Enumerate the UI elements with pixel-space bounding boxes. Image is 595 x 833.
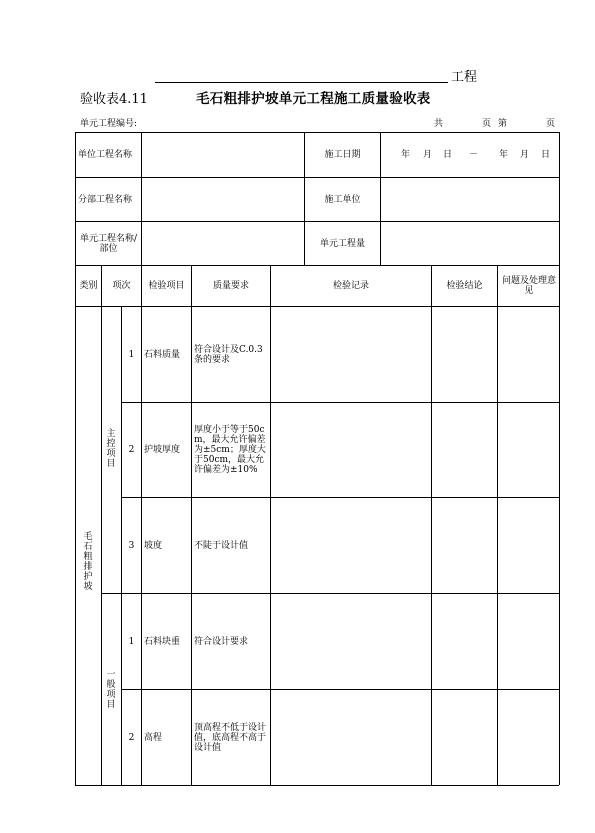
- row-3-handling[interactable]: [498, 498, 559, 593]
- row-3-no: 3: [128, 540, 135, 551]
- row-1-no: 1: [128, 349, 135, 360]
- date-year-1: 年: [401, 150, 411, 160]
- row-4-handling[interactable]: [498, 594, 559, 689]
- col-quality-req: 质量要求: [212, 281, 249, 291]
- row-3-conclusion[interactable]: [432, 498, 497, 593]
- row-4-no: 1: [128, 636, 135, 647]
- unit-project-name-label: 单位工程名称: [78, 150, 133, 160]
- row-2-item: 护坡厚度: [144, 445, 181, 455]
- element-quantity-label: 单元工程量: [319, 238, 365, 249]
- col-item-no: 项次: [112, 281, 131, 291]
- row-5-conclusion[interactable]: [432, 690, 497, 785]
- sub-project-name-value[interactable]: [142, 178, 303, 221]
- project-name-line: [155, 82, 448, 83]
- row-2-req: 厚度小于等于50cm，最大允许偏差为±5cm；厚度大于50cm，最大允许偏差为±10%: [194, 425, 266, 475]
- row-2-no: 2: [128, 445, 135, 455]
- construction-date-value[interactable]: [381, 133, 559, 177]
- row-1-record[interactable]: [271, 307, 431, 402]
- element-quantity-value[interactable]: [381, 222, 559, 265]
- row-2-conclusion[interactable]: [432, 403, 497, 497]
- row-2-handling[interactable]: [498, 403, 559, 497]
- row-3-record[interactable]: [271, 498, 431, 593]
- col-inspect-conclusion: 检验结论: [446, 281, 483, 291]
- construction-unit-label: 施工单位: [324, 194, 361, 205]
- row-1-handling[interactable]: [498, 307, 559, 402]
- row-1-item: 石料质量: [144, 349, 181, 360]
- col-category: 类别: [79, 281, 98, 291]
- project-suffix: 工程: [451, 70, 478, 85]
- page-label: 页: [482, 119, 492, 129]
- row-4-record[interactable]: [271, 594, 431, 689]
- row-5-no: 2: [128, 732, 135, 743]
- row-5-req: 顶高程不低于设计值，底高程不高于设计值: [194, 722, 267, 753]
- page-label-2: 页: [546, 119, 556, 129]
- construction-unit-value[interactable]: [381, 178, 559, 221]
- row-5-record[interactable]: [271, 690, 431, 785]
- col-issue-handling: 问题及处理意见: [501, 276, 556, 296]
- date-year-2: 年: [499, 150, 509, 160]
- element-project-name-label: 单元工程名称/部位: [79, 233, 138, 254]
- col-inspect-record: 检验记录: [332, 281, 369, 291]
- element-project-name-value[interactable]: [142, 222, 303, 265]
- row-4-item: 石料块重: [144, 636, 181, 647]
- row-5-item: 高程: [144, 732, 163, 743]
- di-label: 第: [498, 119, 508, 129]
- unit-project-name-value[interactable]: [142, 133, 303, 177]
- date-dash: －: [469, 150, 479, 160]
- date-month-1: 月: [423, 150, 433, 160]
- date-month-2: 月: [520, 150, 530, 160]
- col-inspect-item: 检验项目: [148, 281, 185, 291]
- row-5-handling[interactable]: [498, 690, 559, 785]
- form-code: 验收表4.11: [80, 92, 148, 107]
- row-1-conclusion[interactable]: [432, 307, 497, 402]
- unit-number-label: 单元工程编号:: [80, 119, 138, 129]
- row-1-req: 符合设计及C.0.3条的要求: [194, 344, 263, 365]
- category-name: 毛石粗排护坡: [83, 532, 93, 592]
- sub-project-name-label: 分部工程名称: [78, 194, 133, 205]
- row-3-req: 不陡于设计值: [194, 540, 249, 551]
- total-label: 共: [434, 119, 444, 129]
- general-label: 一般项目: [106, 670, 116, 710]
- form-title: 毛石粗排护坡单元工程施工质量验收表: [196, 91, 431, 107]
- construction-date-label: 施工日期: [324, 150, 361, 160]
- row-4-conclusion[interactable]: [432, 594, 497, 689]
- row-2-record[interactable]: [271, 403, 431, 497]
- row-3-item: 坡度: [144, 540, 163, 551]
- main-control-label: 主控项目: [106, 429, 116, 469]
- date-day-2: 日: [541, 150, 551, 160]
- row-4-req: 符合设计要求: [194, 636, 249, 647]
- date-day-1: 日: [443, 150, 453, 160]
